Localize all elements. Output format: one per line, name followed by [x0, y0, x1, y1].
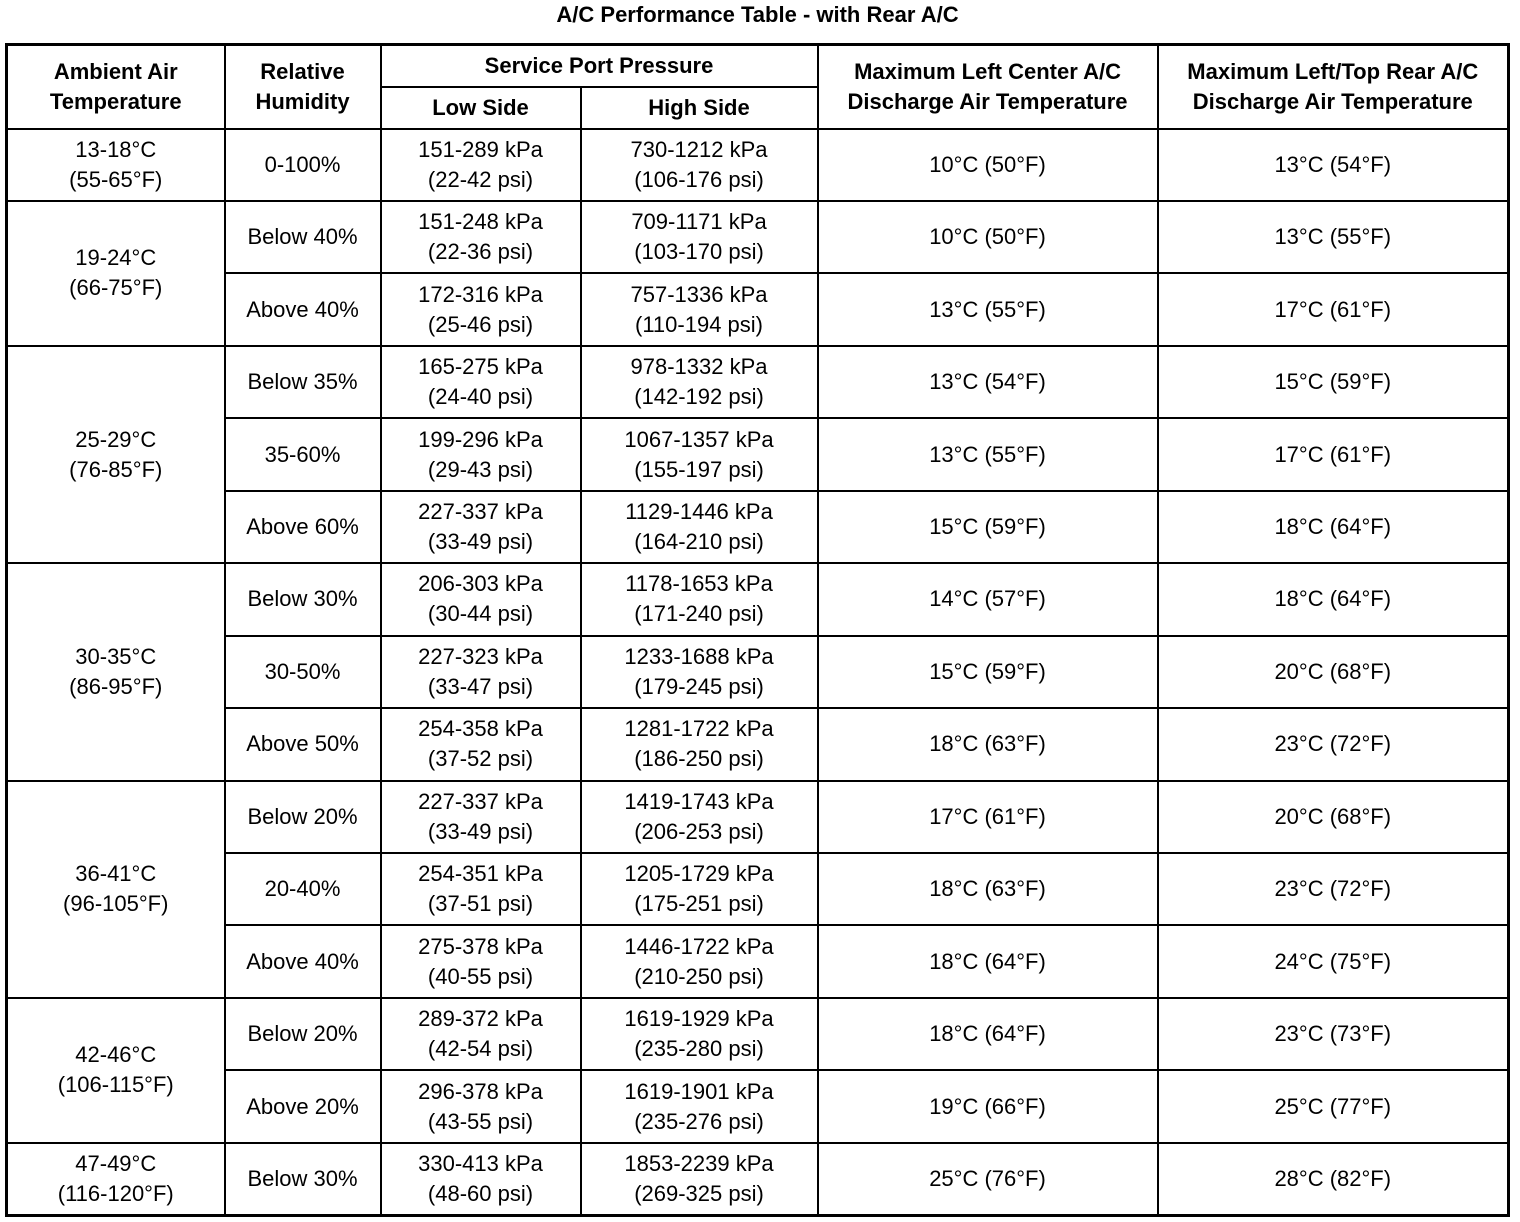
low-side-pressure-cell: 254-351 kPa (37-51 psi) — [381, 853, 581, 925]
center-discharge-temperature-cell: 15°C (59°F) — [818, 636, 1158, 708]
relative-humidity-cell: 20-40% — [225, 853, 381, 925]
low-side-pressure-cell: 227-323 kPa (33-47 psi) — [381, 636, 581, 708]
center-discharge-temperature-cell: 19°C (66°F) — [818, 1070, 1158, 1142]
high-side-pressure-cell: 978-1332 kPa (142-192 psi) — [581, 346, 818, 418]
low-side-pressure-cell: 330-413 kPa (48-60 psi) — [381, 1143, 581, 1216]
high-side-pressure-cell: 730-1212 kPa (106-176 psi) — [581, 129, 818, 201]
ambient-temperature-cell: 19-24°C (66-75°F) — [7, 201, 225, 346]
rear-discharge-temperature-cell: 17°C (61°F) — [1158, 418, 1509, 490]
center-discharge-temperature-cell: 25°C (76°F) — [818, 1143, 1158, 1216]
table-row — [7, 1143, 1509, 1216]
relative-humidity-cell: Above 40% — [225, 273, 381, 345]
low-side-pressure-cell: 151-248 kPa (22-36 psi) — [381, 201, 581, 273]
high-side-pressure-cell: 1281-1722 kPa (186-250 psi) — [581, 708, 818, 780]
table-row — [7, 708, 1509, 780]
high-side-pressure-cell: 1178-1653 kPa (171-240 psi) — [581, 563, 818, 635]
relative-humidity-cell: Above 60% — [225, 491, 381, 563]
low-side-pressure-cell: 227-337 kPa (33-49 psi) — [381, 491, 581, 563]
center-discharge-temperature-cell: 10°C (50°F) — [818, 201, 1158, 273]
high-side-pressure-cell: 1205-1729 kPa (175-251 psi) — [581, 853, 818, 925]
table-body — [7, 129, 1509, 1216]
rear-discharge-temperature-cell: 18°C (64°F) — [1158, 563, 1509, 635]
header-max-left-center-discharge: Maximum Left Center A/C Discharge Air Temperature — [818, 45, 1158, 129]
relative-humidity-cell: 30-50% — [225, 636, 381, 708]
center-discharge-temperature-cell: 10°C (50°F) — [818, 129, 1158, 201]
table-row — [7, 998, 1509, 1070]
table-header — [7, 45, 1509, 129]
rear-discharge-temperature-cell: 23°C (72°F) — [1158, 853, 1509, 925]
ambient-temperature-cell: 36-41°C (96-105°F) — [7, 781, 225, 998]
rear-discharge-temperature-cell: 18°C (64°F) — [1158, 491, 1509, 563]
relative-humidity-cell: 0-100% — [225, 129, 381, 201]
ac-performance-table — [5, 43, 1510, 1217]
ambient-temperature-cell: 13-18°C (55-65°F) — [7, 129, 225, 201]
table-row — [7, 201, 1509, 273]
ambient-temperature-cell: 47-49°C (116-120°F) — [7, 1143, 225, 1216]
header-high-side: High Side — [581, 87, 818, 129]
table-row — [7, 636, 1509, 708]
high-side-pressure-cell: 1446-1722 kPa (210-250 psi) — [581, 925, 818, 997]
header-max-left-top-rear-discharge: Maximum Left/Top Rear A/C Discharge Air Temperature — [1158, 45, 1509, 129]
ambient-temperature-cell: 30-35°C (86-95°F) — [7, 563, 225, 780]
rear-discharge-temperature-cell: 13°C (55°F) — [1158, 201, 1509, 273]
center-discharge-temperature-cell: 17°C (61°F) — [818, 781, 1158, 853]
high-side-pressure-cell: 1129-1446 kPa (164-210 psi) — [581, 491, 818, 563]
center-discharge-temperature-cell: 13°C (55°F) — [818, 273, 1158, 345]
table-row — [7, 418, 1509, 490]
rear-discharge-temperature-cell: 25°C (77°F) — [1158, 1070, 1509, 1142]
low-side-pressure-cell: 151-289 kPa (22-42 psi) — [381, 129, 581, 201]
rear-discharge-temperature-cell: 23°C (73°F) — [1158, 998, 1509, 1070]
table-row — [7, 563, 1509, 635]
rear-discharge-temperature-cell: 20°C (68°F) — [1158, 636, 1509, 708]
high-side-pressure-cell: 1619-1901 kPa (235-276 psi) — [581, 1070, 818, 1142]
header-low-side: Low Side — [381, 87, 581, 129]
page-title: A/C Performance Table - with Rear A/C — [556, 2, 959, 27]
relative-humidity-cell: Above 50% — [225, 708, 381, 780]
header-ambient-air-temperature: Ambient Air Temperature — [7, 45, 225, 129]
center-discharge-temperature-cell: 18°C (64°F) — [818, 998, 1158, 1070]
low-side-pressure-cell: 275-378 kPa (40-55 psi) — [381, 925, 581, 997]
relative-humidity-cell: Below 30% — [225, 1143, 381, 1216]
ambient-temperature-cell: 25-29°C (76-85°F) — [7, 346, 225, 563]
rear-discharge-temperature-cell: 15°C (59°F) — [1158, 346, 1509, 418]
relative-humidity-cell: Below 40% — [225, 201, 381, 273]
rear-discharge-temperature-cell: 20°C (68°F) — [1158, 781, 1509, 853]
center-discharge-temperature-cell: 13°C (55°F) — [818, 418, 1158, 490]
table-row — [7, 781, 1509, 853]
table-row — [7, 1070, 1509, 1142]
rear-discharge-temperature-cell: 23°C (72°F) — [1158, 708, 1509, 780]
relative-humidity-cell: Above 40% — [225, 925, 381, 997]
rear-discharge-temperature-cell: 28°C (82°F) — [1158, 1143, 1509, 1216]
relative-humidity-cell: Below 20% — [225, 781, 381, 853]
high-side-pressure-cell: 1619-1929 kPa (235-280 psi) — [581, 998, 818, 1070]
low-side-pressure-cell: 296-378 kPa (43-55 psi) — [381, 1070, 581, 1142]
high-side-pressure-cell: 1853-2239 kPa (269-325 psi) — [581, 1143, 818, 1216]
table-row — [7, 129, 1509, 201]
header-relative-humidity: Relative Humidity — [225, 45, 381, 129]
rear-discharge-temperature-cell: 17°C (61°F) — [1158, 273, 1509, 345]
center-discharge-temperature-cell: 13°C (54°F) — [818, 346, 1158, 418]
relative-humidity-cell: 35-60% — [225, 418, 381, 490]
center-discharge-temperature-cell: 14°C (57°F) — [818, 563, 1158, 635]
ambient-temperature-cell: 42-46°C (106-115°F) — [7, 998, 225, 1143]
low-side-pressure-cell: 199-296 kPa (29-43 psi) — [381, 418, 581, 490]
table-row — [7, 273, 1509, 345]
relative-humidity-cell: Below 30% — [225, 563, 381, 635]
high-side-pressure-cell: 1233-1688 kPa (179-245 psi) — [581, 636, 818, 708]
relative-humidity-cell: Below 20% — [225, 998, 381, 1070]
center-discharge-temperature-cell: 18°C (64°F) — [818, 925, 1158, 997]
high-side-pressure-cell: 757-1336 kPa (110-194 psi) — [581, 273, 818, 345]
rear-discharge-temperature-cell: 24°C (75°F) — [1158, 925, 1509, 997]
high-side-pressure-cell: 1067-1357 kPa (155-197 psi) — [581, 418, 818, 490]
high-side-pressure-cell: 709-1171 kPa (103-170 psi) — [581, 201, 818, 273]
rear-discharge-temperature-cell: 13°C (54°F) — [1158, 129, 1509, 201]
low-side-pressure-cell: 254-358 kPa (37-52 psi) — [381, 708, 581, 780]
table-row — [7, 346, 1509, 418]
low-side-pressure-cell: 289-372 kPa (42-54 psi) — [381, 998, 581, 1070]
header-service-port-pressure: Service Port Pressure — [381, 45, 818, 87]
center-discharge-temperature-cell: 18°C (63°F) — [818, 853, 1158, 925]
relative-humidity-cell: Above 20% — [225, 1070, 381, 1142]
center-discharge-temperature-cell: 18°C (63°F) — [818, 708, 1158, 780]
low-side-pressure-cell: 172-316 kPa (25-46 psi) — [381, 273, 581, 345]
high-side-pressure-cell: 1419-1743 kPa (206-253 psi) — [581, 781, 818, 853]
low-side-pressure-cell: 165-275 kPa (24-40 psi) — [381, 346, 581, 418]
low-side-pressure-cell: 206-303 kPa (30-44 psi) — [381, 563, 581, 635]
table-row — [7, 925, 1509, 997]
low-side-pressure-cell: 227-337 kPa (33-49 psi) — [381, 781, 581, 853]
table-row — [7, 491, 1509, 563]
relative-humidity-cell: Below 35% — [225, 346, 381, 418]
table-row — [7, 853, 1509, 925]
center-discharge-temperature-cell: 15°C (59°F) — [818, 491, 1158, 563]
